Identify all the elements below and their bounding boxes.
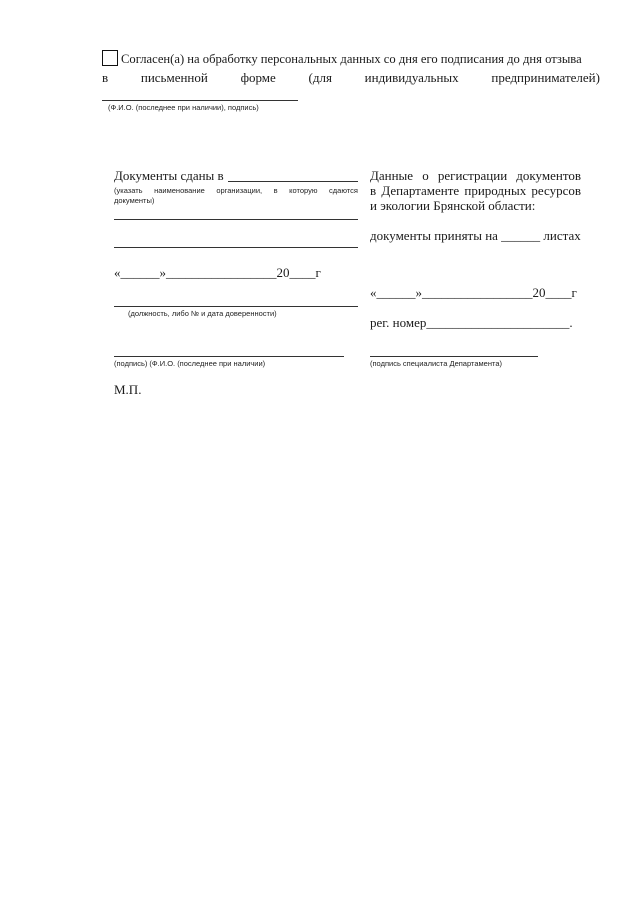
applicant-signature-line xyxy=(114,356,344,357)
caption-word: сдаются xyxy=(329,186,358,195)
submission-date: «______»_________________20____г xyxy=(114,265,321,280)
caption-word: в xyxy=(273,186,278,195)
heading-word: ресурсов xyxy=(531,183,581,198)
specialist-signature-caption: (подпись специалиста Департамента) xyxy=(370,359,502,368)
heading-word: регистрации xyxy=(437,168,508,183)
organization-line xyxy=(228,181,358,182)
registration-heading-line2 xyxy=(370,183,581,199)
consent-signature-line xyxy=(102,100,298,101)
organization-caption-line1 xyxy=(114,186,358,195)
consent-word: письменной xyxy=(140,70,208,85)
heading-word: природных xyxy=(464,183,527,198)
heading-word: в xyxy=(370,183,377,198)
consent-word: форме xyxy=(240,70,276,85)
registration-heading-line1 xyxy=(370,168,581,184)
organization-line-2 xyxy=(114,219,358,220)
heading-word: о xyxy=(422,168,429,183)
consent-text-line1: Согласен(а) на обработку персональных данных со дня его подписания до дня отзыва xyxy=(121,52,582,66)
registration-number: рег. номер______________________. xyxy=(370,315,573,330)
caption-word: организации, xyxy=(216,186,263,195)
caption-word: наименование xyxy=(154,186,205,195)
heading-word: документов xyxy=(516,168,581,183)
consent-signature-caption: (Ф.И.О. (последнее при наличии), подпись) xyxy=(108,103,259,112)
caption-word: (указать xyxy=(114,186,143,195)
registration-heading-line3: и экологии Брянской области: xyxy=(370,198,536,213)
stamp-placeholder: М.П. xyxy=(114,382,142,397)
consent-word: индивидуальных xyxy=(364,70,459,85)
specialist-signature-line xyxy=(370,356,538,357)
position-caption: (должность, либо № и дата доверенности) xyxy=(128,309,277,318)
organization-caption-line2: документы) xyxy=(114,196,155,205)
consent-checkbox[interactable] xyxy=(102,50,118,66)
documents-submitted-label: Документы сданы в xyxy=(114,168,224,183)
caption-word: которую xyxy=(289,186,318,195)
applicant-signature-caption: (подпись) (Ф.И.О. (последнее при наличии) xyxy=(114,359,266,368)
consent-text-line2 xyxy=(102,70,600,86)
consent-word: (для xyxy=(308,70,332,85)
accepted-pages: документы приняты на ______ листах xyxy=(370,228,581,243)
consent-word: предпринимателей) xyxy=(491,70,600,85)
consent-word: в xyxy=(102,70,109,85)
acceptance-date: «______»_________________20____г xyxy=(370,285,577,300)
position-line xyxy=(114,306,358,307)
organization-line-3 xyxy=(114,247,358,248)
heading-word: Департаменте xyxy=(381,183,460,198)
heading-word: Данные xyxy=(370,168,414,183)
